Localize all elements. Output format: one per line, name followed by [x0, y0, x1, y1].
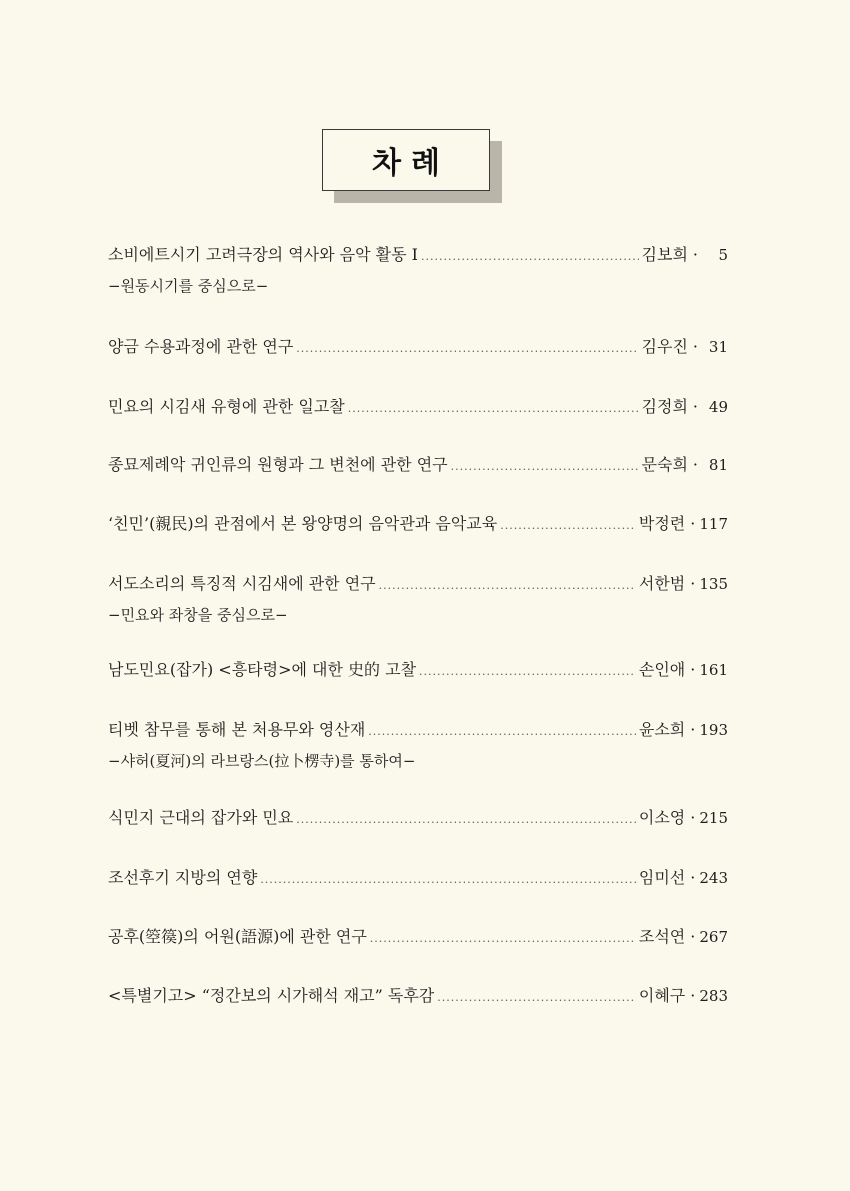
toc-entry-page: 193 [699, 721, 728, 739]
toc-entry-title: 서도소리의 특징적 시김새에 관한 연구 [108, 574, 376, 593]
toc-entry-author: 윤소희 [638, 720, 686, 739]
toc-entry-page: 267 [699, 928, 728, 946]
toc-entry-page: 283 [699, 987, 728, 1005]
separator-dot: · [690, 808, 696, 827]
separator-dot: · [690, 986, 696, 1005]
toc-entry-page: 5 [718, 246, 728, 264]
separator-dot: · [690, 720, 696, 739]
separator-dot: · [690, 514, 696, 533]
toc-entry-page: 49 [708, 398, 728, 416]
toc-entry[interactable] [108, 927, 728, 947]
leader-dots [260, 870, 636, 890]
page-title: 차례 [372, 146, 450, 181]
toc-entry-author: 김정희 [641, 397, 688, 416]
leader-dots [348, 399, 639, 419]
toc-entry-author: 서한범 [638, 574, 686, 593]
toc-entry-author: 손인애 [638, 660, 686, 679]
toc-entry-subtitle: −민요와 좌창을 중심으로− [108, 606, 288, 624]
toc-entry-author: 조석연 [638, 927, 686, 946]
leader-dots [500, 516, 636, 536]
toc-entry-page: 243 [699, 869, 728, 887]
toc-entry[interactable] [108, 986, 728, 1006]
toc-entry-subtitle: −샤허(夏河)의 라브랑스(拉卜楞寺)를 통하여− [108, 752, 416, 770]
leader-dots [370, 929, 636, 949]
separator-dot: · [692, 397, 698, 416]
toc-entry[interactable] [108, 245, 728, 296]
toc-entry-subtitle: −원동시기를 중심으로− [108, 277, 269, 295]
toc-entry-author: 이혜구 [638, 986, 686, 1005]
separator-dot: · [690, 927, 696, 946]
separator-dot: · [690, 574, 696, 593]
toc-entry-author: 박정련 [638, 514, 686, 533]
toc-entry[interactable] [108, 514, 728, 534]
toc-entry-title: <특별기고> “정간보의 시가해석 재고” 독후감 [108, 986, 435, 1005]
toc-entry-page: 31 [708, 338, 728, 356]
toc-entry[interactable] [108, 397, 728, 417]
title-frame [322, 129, 490, 191]
toc-entry-title: 공후(箜篌)의 어원(語源)에 관한 연구 [108, 927, 367, 946]
toc-entry-page: 135 [699, 575, 728, 593]
toc-entry-page: 161 [699, 661, 728, 679]
toc-entry-page: 215 [699, 809, 728, 827]
leader-dots [296, 339, 638, 359]
toc-entry[interactable] [108, 720, 728, 771]
leader-dots [368, 722, 636, 742]
toc-entry-title: 양금 수용과정에 관한 연구 [108, 337, 294, 356]
toc-entry-title: ‘친민’(親民)의 관점에서 본 왕양명의 음악관과 음악교육 [108, 514, 498, 533]
toc-entry-title: 식민지 근대의 잡가와 민요 [108, 808, 294, 827]
toc-entry[interactable] [108, 574, 728, 625]
title-box [322, 129, 490, 191]
leader-dots [421, 247, 639, 267]
toc-entry-title: 남도민요(잡가) <흥타령>에 대한 史的 고찰 [108, 660, 417, 679]
separator-dot: · [692, 245, 698, 264]
toc-entry-page: 117 [699, 515, 728, 533]
toc-entry-page: 81 [708, 456, 728, 474]
toc-entry-author: 이소영 [638, 808, 686, 827]
toc-entry[interactable] [108, 868, 728, 888]
leader-dots [437, 988, 636, 1008]
separator-dot: · [690, 660, 696, 679]
toc-entry-title: 소비에트시기 고려극장의 역사와 음악 활동 I [108, 245, 418, 264]
toc-entry-title: 조선후기 지방의 연향 [108, 868, 258, 887]
separator-dot: · [692, 455, 698, 474]
toc-entry-title: 티벳 참무를 통해 본 처용무와 영산재 [108, 720, 366, 739]
leader-dots [379, 576, 636, 596]
separator-dot: · [692, 337, 698, 356]
leader-dots [296, 810, 636, 830]
separator-dot: · [690, 868, 696, 887]
toc-entry-author: 임미선 [638, 868, 686, 887]
toc-entry-title: 종묘제례악 귀인류의 원형과 그 변천에 관한 연구 [108, 455, 448, 474]
toc-entry[interactable] [108, 808, 728, 828]
toc-entry-title: 민요의 시김새 유형에 관한 일고찰 [108, 397, 345, 416]
toc-entry[interactable] [108, 660, 728, 680]
toc-entry-author: 김우진 [641, 337, 688, 356]
leader-dots [419, 662, 636, 682]
toc-entry[interactable] [108, 337, 728, 357]
toc-entry[interactable] [108, 455, 728, 475]
toc-entry-author: 문숙희 [641, 455, 688, 474]
leader-dots [451, 457, 639, 477]
toc-entry-author: 김보희 [641, 245, 688, 264]
